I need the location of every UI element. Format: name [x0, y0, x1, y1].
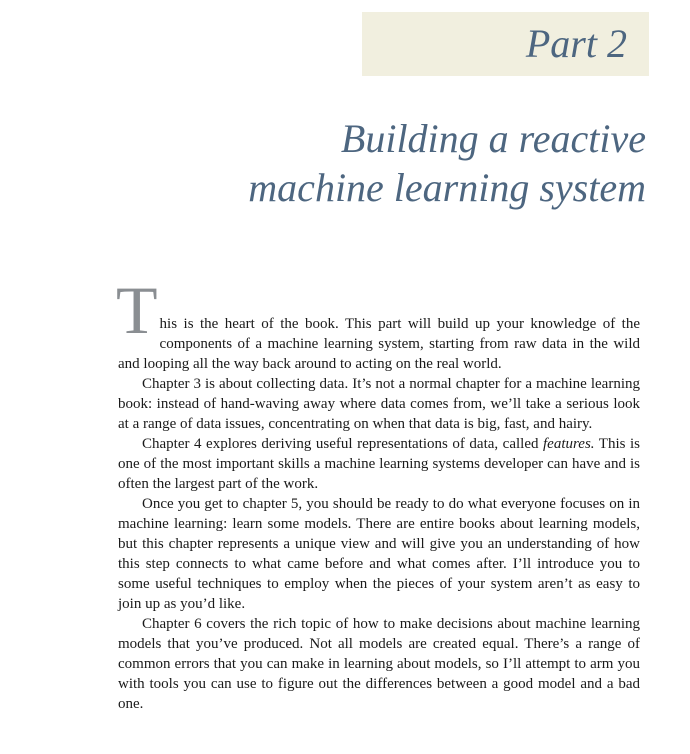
- body-text: [116, 272, 640, 714]
- paragraph-chapter-6: Chapter 6 covers the rich topic of how to make decisions about machine learning models that you’ve produced. Not all models are created equal. There’s a range of common errors that you can make in learning about models, so I’ll attempt to arm you with tools you can use to figure out the differences between a good model and a bad one.: [118, 616, 640, 712]
- paragraph-intro-text: his is the heart of the book. This part will build up your knowledge of the components of a machine learning system, starting from raw data in the wild and looping all the way back around to acting on the real world.: [118, 316, 640, 372]
- paragraph-chapter-4-after: This is one of the most important skills a machine learning systems developer can have and is often the largest part of the work.: [118, 436, 640, 492]
- part-header-band: [362, 12, 649, 76]
- paragraph-chapter-5: Once you get to chapter 5, you should be ready to do what everyone focuses on in machine learning: learn some models. There are entire books about learning models, but this chapter represents a unique view and will give you an understanding of how this step connects to what came before and what comes after. I’ll introduce you to some useful techniques to employ when the pieces of your system aren’t as easy to join up as you’d like.: [118, 496, 640, 612]
- title-line-2: machine learning system: [248, 165, 646, 210]
- paragraph-chapter-4: [118, 434, 640, 494]
- part-label: Part 2: [525, 21, 627, 66]
- title-line-1: Building a reactive: [340, 116, 646, 161]
- paragraph-chapter-3: Chapter 3 is about collecting data. It’s not a normal chapter for a machine learning book: instead of hand-waving away where data comes from, we’ll take a serious look at a range of data issues, concentrating on when that data is big, fast, and hairy.: [118, 376, 640, 432]
- paragraph-intro: [116, 272, 640, 374]
- features-term: features.: [543, 436, 595, 452]
- drop-cap: T: [116, 272, 158, 348]
- part-title: [248, 114, 646, 212]
- paragraph-chapter-4-before: Chapter 4 explores deriving useful representations of data, called: [142, 436, 544, 452]
